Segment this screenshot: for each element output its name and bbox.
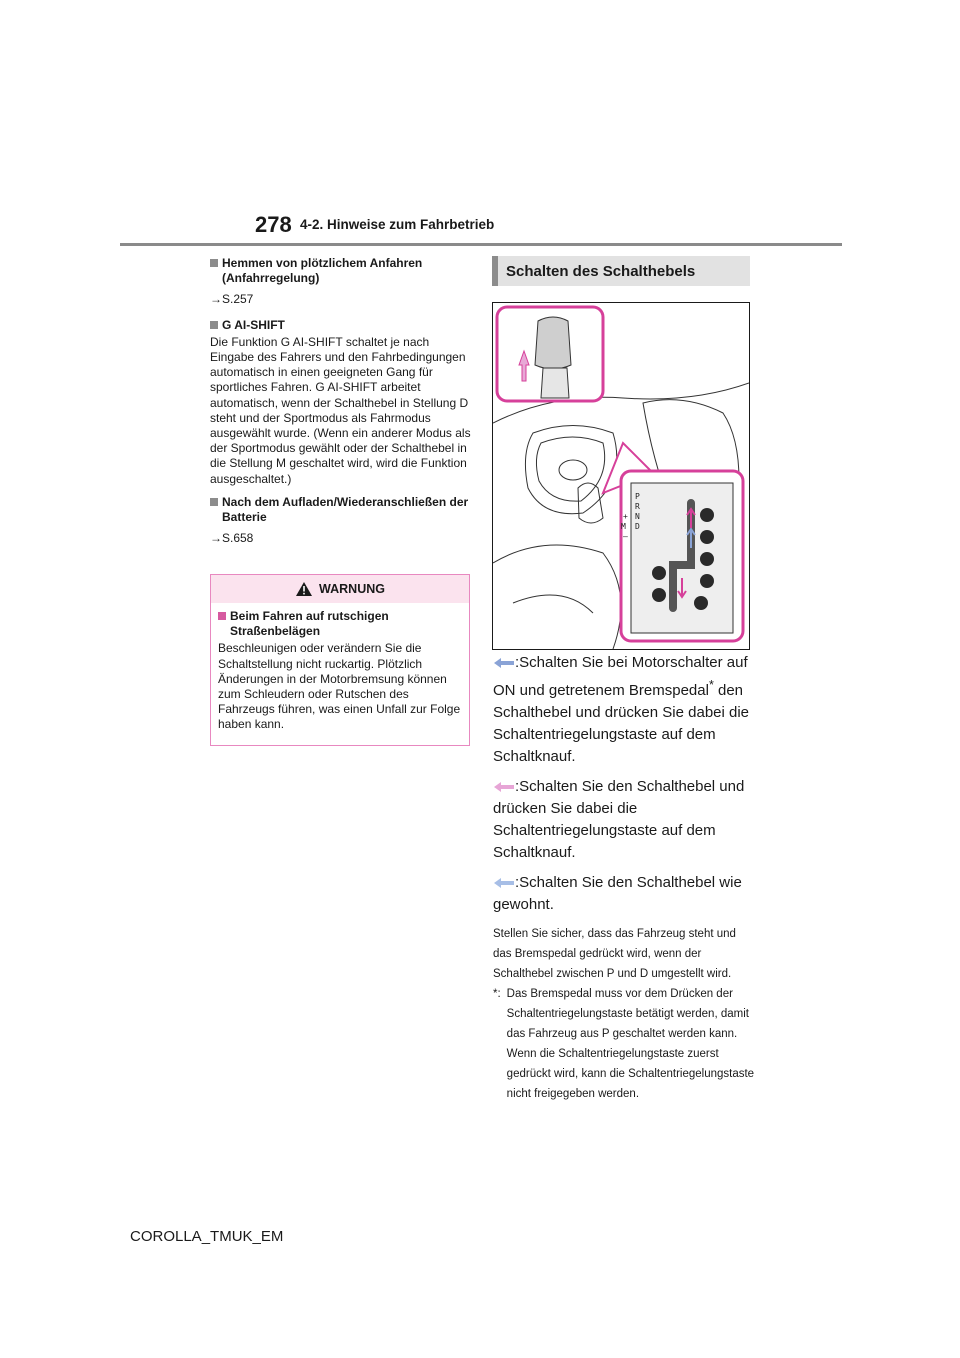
gate-letter-r: R	[635, 502, 640, 511]
car-interior-drawing	[493, 303, 749, 649]
gate-letter-m: M	[621, 522, 626, 531]
page-reference-link[interactable]: →S.658	[210, 531, 254, 546]
note-text: Stellen Sie sicher, dass das Fahrzeug steht und das Bremspedal gedrückt wird, wenn der Schalthebel zwischen P und D umgestellt wird.	[493, 928, 736, 980]
legend-item-2: :Schalten Sie den Schalthebel und drücken Sie dabei die Schaltentriegelungstaste auf dem Schaltknauf.	[493, 778, 745, 861]
legend-item-3: :Schalten Sie den Schalthebel wie gewohnt.	[493, 874, 742, 913]
pink-arrow-icon	[493, 781, 515, 793]
warning-title: WARNUNG	[319, 582, 385, 596]
header-rule	[120, 243, 842, 246]
gate-letter-d: D	[635, 522, 640, 531]
shift-lever-illustration	[492, 302, 750, 650]
gate-letter-p: P	[635, 492, 640, 501]
gate-plus: +	[623, 512, 628, 521]
g-ai-shift-text: Die Funktion G AI-SHIFT schaltet je nach Eingabe des Fahrers und den Fahrbedingungen automatisch in einen geeigneten Gang für sportliches Fahren. G AI-SHIFT arbeitet automatisch, wenn der Schalthebel in Stellung D steht und der Sportmodus als Fahrmodus ausgewählt wurde. (Wenn ein anderer Modus als der Sportmodus gewählt oder der Schalthebel in die Stellung M geschaltet wird, wird die Funktion ausgeschaltet.)	[210, 334, 471, 486]
warning-heading: Beim Fahren auf rutschigen Straßenbelägen	[218, 609, 462, 639]
legend-item-1: :Schalten Sie bei Motorschalter auf ON und getretenem Bremspedal* den Schalthebel und drücken Sie dabei die Schaltentriegelungstaste auf dem Schaltknauf.	[493, 654, 750, 765]
square-bullet-icon	[218, 612, 226, 620]
square-bullet-icon	[210, 498, 218, 506]
heading-g-ai-shift: G AI-SHIFT	[210, 318, 472, 333]
right-column-text	[493, 652, 755, 1104]
left-column	[210, 256, 472, 556]
footnote-marker: *:	[493, 988, 501, 1000]
warning-text: Beschleunigen oder verändern Sie die Schaltstellung nicht ruckartig. Plötzlich Änderungen in der Motorbremsung können zum Schleudern oder Rutschen des Fahrzeugs führen, was einen Unfall zur Folge haben kann.	[218, 641, 461, 732]
blue-arrow-icon	[493, 657, 515, 669]
footer-model-code: COROLLA_TMUK_EM	[130, 1228, 284, 1245]
warning-header	[211, 575, 469, 603]
square-bullet-icon	[210, 321, 218, 329]
footnote	[493, 984, 755, 1104]
page-number: 278	[255, 212, 292, 237]
light-blue-arrow-icon	[493, 877, 515, 889]
warning-triangle-icon	[295, 581, 313, 597]
subsection-title: Schalten des Schalthebels	[492, 256, 750, 286]
heading-batterie: Nach dem Aufladen/Wiederanschließen der Batterie	[210, 495, 472, 525]
gate-minus: –	[623, 532, 628, 541]
page-reference-link[interactable]: →S.257	[210, 292, 254, 307]
footnote-text: Das Bremspedal muss vor dem Drücken der Schaltentriegelungstaste betätigt werden, damit das Fahrzeug aus P geschaltet werden kann. Wenn die Schaltentriegelungstaste zuerst gedrückt wird, kann die Schaltentriegelungstaste nicht freigegeben werden.	[506, 988, 755, 1100]
gate-letter-n: N	[635, 512, 640, 521]
warning-box	[210, 574, 470, 746]
heading-anfahrregelung: Hemmen von plötzlichem Anfahren (Anfahrregelung)	[210, 256, 472, 286]
square-bullet-icon	[210, 259, 218, 267]
section-title: 4-2. Hinweise zum Fahrbetrieb	[300, 217, 495, 232]
